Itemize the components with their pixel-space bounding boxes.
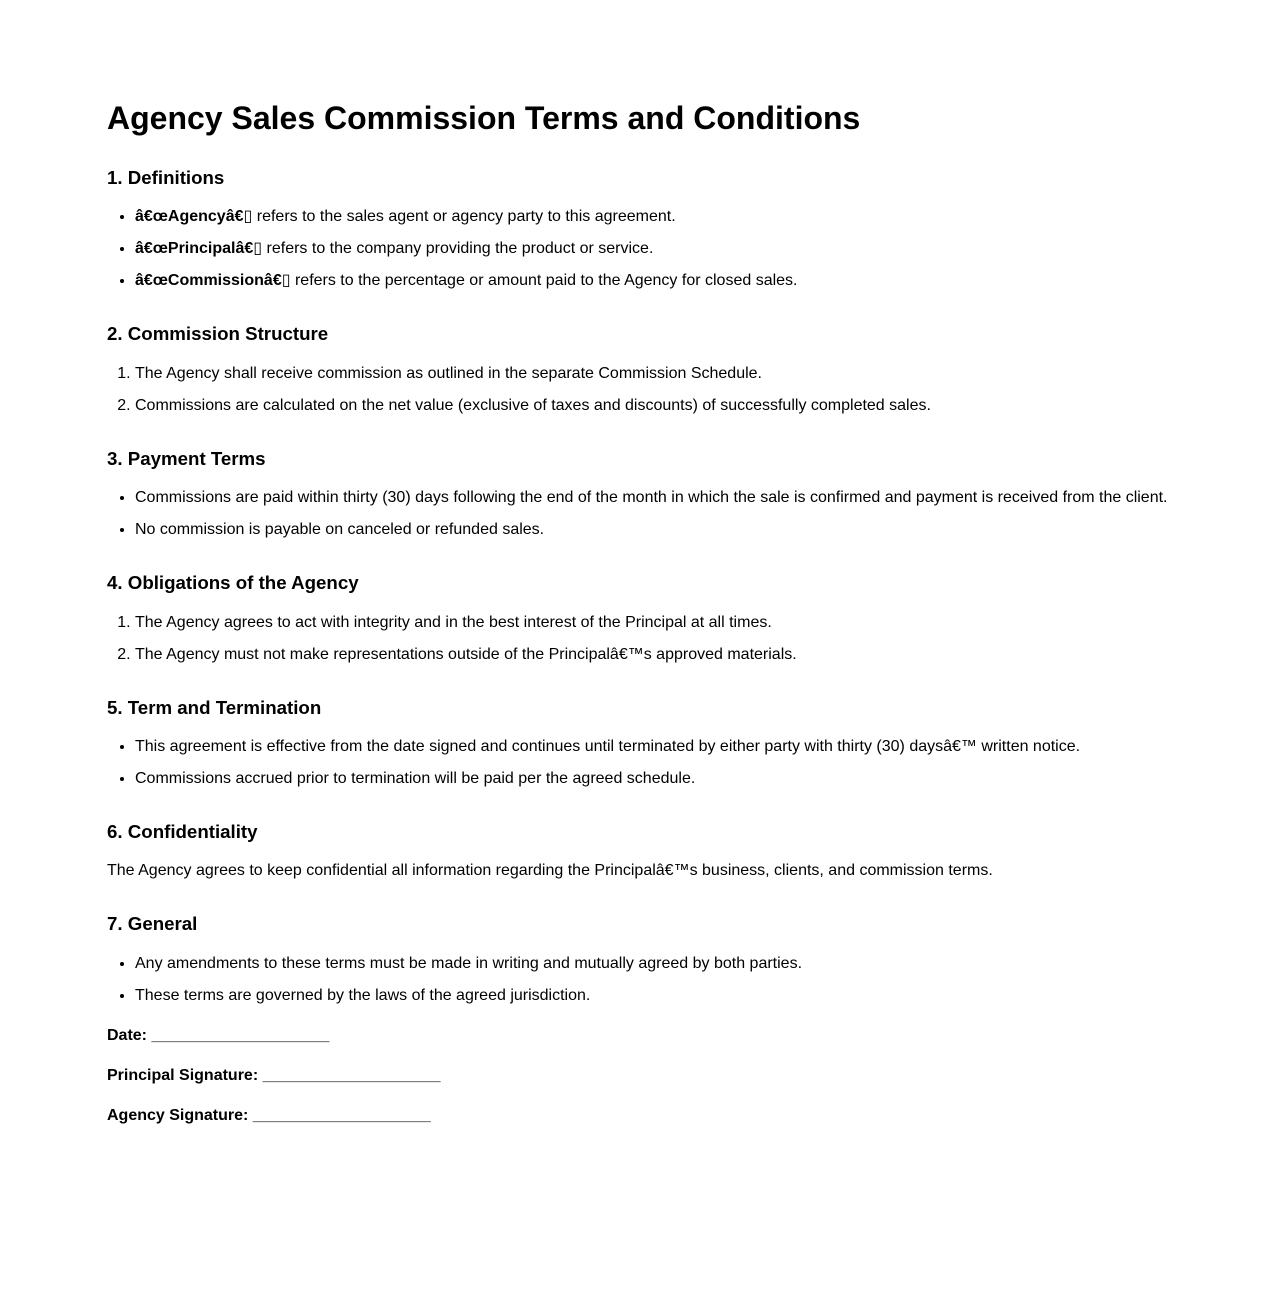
agency-signature-line xyxy=(107,1104,1193,1128)
general-list xyxy=(107,952,1193,1008)
list-item: • This agreement is effective from the date signed and continues until terminated by either party with thirty (30) daysâ€™ written notice. xyxy=(135,735,1193,759)
list-item: • Any amendments to these terms must be made in writing and mutually agreed by both parties. xyxy=(135,952,1193,976)
principal-signature-label: Principal Signature: xyxy=(107,1066,259,1084)
list-item xyxy=(135,205,1193,229)
signature-block xyxy=(107,1024,1193,1128)
page-title: Agency Sales Commission Terms and Conditions xyxy=(107,100,861,136)
principal-signature-blank: ____________________ xyxy=(258,1066,441,1084)
list-item: 1. The Agency shall receive commission as outlined in the separate Commission Schedule. xyxy=(135,362,1193,386)
payment-terms-list xyxy=(107,486,1193,542)
section-heading-confidentiality: 6. Confidentiality xyxy=(107,820,258,842)
definitions-list xyxy=(107,205,1193,293)
term-termination-list xyxy=(107,735,1193,791)
section-heading-general: 7. General xyxy=(107,913,198,935)
section-heading-definitions: 1. Definitions xyxy=(107,166,225,188)
list-item xyxy=(135,237,1193,261)
list-item: 2. The Agency must not make representations outside of the Principalâ€™s approved materials. xyxy=(135,643,1193,667)
confidentiality-paragraph: The Agency agrees to keep confidential all information regarding the Principalâ€™s business, clients, and commission terms. xyxy=(107,862,993,880)
list-item: • Commissions are paid within thirty (30) days following the end of the month in which the sale is confirmed and payment is received from the client. xyxy=(135,486,1193,510)
list-item xyxy=(135,269,1193,293)
term-agency-definition: refers to the sales agent or agency party to this agreement. xyxy=(252,208,676,226)
section-heading-obligations: 4. Obligations of the Agency xyxy=(107,572,359,594)
agency-signature-label: Agency Signature: xyxy=(107,1106,249,1124)
list-item: • These terms are governed by the laws of the agreed jurisdiction. xyxy=(135,984,1193,1008)
term-agency: â€œAgencyâ€▯ xyxy=(135,208,253,226)
list-item: 2. Commissions are calculated on the net value (exclusive of taxes and discounts) of successfully completed sales. xyxy=(135,394,1193,418)
section-heading-payment-terms: 3. Payment Terms xyxy=(107,447,266,469)
principal-signature-line xyxy=(107,1064,1193,1088)
term-commission-definition: refers to the percentage or amount paid to the Agency for closed sales. xyxy=(290,272,798,290)
list-item: • Commissions accrued prior to termination will be paid per the agreed schedule. xyxy=(135,767,1193,791)
term-principal: â€œPrincipalâ€▯ xyxy=(135,240,263,258)
term-commission: â€œCommissionâ€▯ xyxy=(135,272,291,290)
commission-structure-list xyxy=(107,362,1193,418)
section-heading-term-termination: 5. Term and Termination xyxy=(107,696,322,718)
obligations-list xyxy=(107,611,1193,667)
date-label: Date: xyxy=(107,1026,148,1044)
term-principal-definition: refers to the company providing the product or service. xyxy=(262,240,654,258)
date-line xyxy=(107,1024,1193,1048)
list-item: 1. The Agency agrees to act with integrity and in the best interest of the Principal at all times. xyxy=(135,611,1193,635)
date-signature-line: ____________________ xyxy=(147,1026,330,1044)
section-heading-commission-structure: 2. Commission Structure xyxy=(107,323,329,345)
list-item: • No commission is payable on canceled or refunded sales. xyxy=(135,518,1193,542)
agency-signature-blank: ____________________ xyxy=(248,1106,431,1124)
